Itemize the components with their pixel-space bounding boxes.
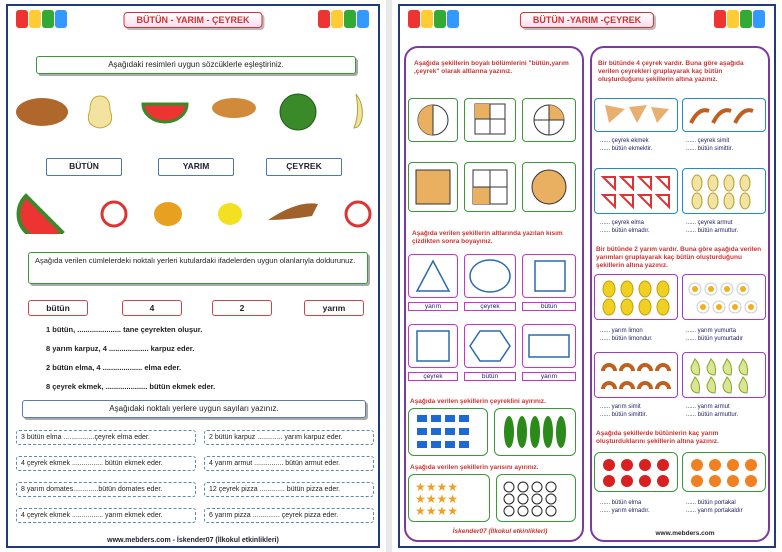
c3-answer-3: ...... bütün portakal [686,500,736,506]
word-ceyrek: ÇEYREK [266,158,342,176]
pear-quarters-tile [682,168,766,214]
half-circle-tile [408,98,458,142]
right-worksheet [398,4,776,548]
section-2-instruction: Aşağıda verilen şekillerin altlarında yazılan kısım çizdikten sonra boyayınız. [412,230,563,245]
square-tile [522,254,576,298]
bread-icon [16,98,68,126]
bread-quarters-tile [594,98,678,132]
choice-2: 2 [212,300,272,316]
section-6-instruction: Bir bütünde 2 yarım vardır. Buna göre aşağıda verilen yarımları gruplayarak kaç bütün oluşturduğunu şekillerin altına yazınız. [596,246,762,269]
c3-answer-4: ...... yarım portakaldır [686,508,743,514]
page-title: BÜTÜN - YARIM - ÇEYREK [123,12,262,28]
kids-clipart-icon [408,10,460,32]
mango-icon [154,202,182,226]
shape-label-3: bütün [522,302,576,311]
bread-slice-icon [268,203,318,220]
soccer-ball-icon [497,475,575,521]
kids-clipart-icon [714,10,766,32]
oval-tile [464,254,516,298]
apple-half-icon [102,202,126,226]
svg-text:★★★★: ★★★★ [415,492,459,506]
lemon-icon [218,203,242,225]
bread-half-icon [212,98,256,118]
section-1-instruction: Aşağıda şekillerin boyalı bölümlerini "bütün,yarım ,çeyrek" olarak altlarına yazınız. [414,60,569,75]
sentence-3: 2 bütün elma, 4 ................... elma eder. [46,363,182,372]
c1-answer-1: ...... çeyrek ekmek [600,138,649,144]
oranges-whole-tile [682,452,766,492]
word-yarim: YARIM [158,158,234,176]
fill-left-2: 4 çeyrek ekmek ................ bütün ekmek eder. [16,456,196,471]
shape-label-4: çeyrek [408,372,458,381]
pear-halves-tile [682,352,766,398]
page-title: BÜTÜN -YARIM -ÇEYREK [520,12,654,28]
c1-answer-6: ...... bütün elmadır. [600,228,650,234]
square-tile-2 [408,324,458,368]
fill-left-4: 4 çeyrek ekmek ................ yarım ekmek eder. [16,508,196,523]
task2-instruction: Aşağıda verilen cümlelerdeki noktalı yerleri kutulardaki ifadelerden uygun olanlarıyla doldurunuz. [28,252,368,284]
apples-whole-tile [594,452,678,492]
quarter-square-tile [464,98,516,142]
c1-answer-2: ...... bütün ekmektir. [600,146,653,152]
task1-instruction: Aşağıdaki resimleri uygun sözcüklerle eşleştiriniz. [36,56,356,74]
shape-label-5: bütün [464,372,516,381]
pear-slice-icon [354,94,362,128]
svg-text:★★★★: ★★★★ [415,504,459,518]
c2-answer-6: ...... bütün simittir. [600,412,648,418]
c2-answer-5: ...... yarım simit [600,404,641,410]
footer: www.mebders.com - İskender07 (İlkokul etkinlikleri) [107,537,279,544]
c1-answer-4: ...... bütün simittir. [686,146,734,152]
c2-answer-7: ...... yarım armut [686,404,730,410]
rectangle-tile [522,324,576,368]
blue-squares-tile [408,408,488,456]
sentence-2: 8 yarım karpuz, 4 ................... karpuz eder. [46,344,195,353]
shape-label-2: çeyrek [464,302,516,311]
kids-clipart-icon [318,10,370,32]
hexagon-tile [464,324,516,368]
shape-label-6: yarım [522,372,576,381]
choice-4: 4 [122,300,182,316]
fill-right-3: 12 çeyrek pizza ............. bütün pizza eder. [204,482,374,497]
section-4-instruction: Aşağıda verilen şekillerin yarısını ayırınız. [410,464,539,471]
fill-right-4: 6 yarım pizza .............. çeyrek pizza eder. [204,508,374,523]
word-butun: BÜTÜN [46,158,122,176]
footer: www.mebders.com [655,530,715,537]
c2-answer-1: ...... yarım limon [600,328,643,334]
fruit-row-bottom [8,190,382,234]
simit-quarters-tile [682,98,766,132]
c2-answer-3: ...... yarım yumurta [686,328,737,334]
fill-left-3: 8 yarım domates.............bütün domates eder. [16,482,196,497]
watermelon-slice-icon [143,104,187,122]
c1-answer-3: ...... çeyrek simit [686,138,730,144]
shape-label-1: yarım [408,302,458,311]
watermelon-half-icon [19,196,62,234]
task3-instruction: Aşağıdaki noktalı yerlere uygun sayıları yazınız. [22,400,366,418]
fill-right-1: 2 bütün karpuz ............. yarım karpuz eder. [204,430,374,445]
balls-tile [496,474,576,522]
c2-answer-4: ...... bütün yumurtadır [686,336,744,342]
kids-clipart-icon [16,10,68,32]
lemon-halves-tile [594,274,678,320]
page-gutter [386,0,392,552]
c3-answer-2: ...... yarım elmadır. [600,508,650,514]
section-3-instruction: Aşağıda verilen şekillerin çeyreklini ayırınız. [410,398,546,405]
quarter-circle-tile [522,98,576,142]
c1-answer-5: ...... çeyrek elma [600,220,645,226]
c3-answer-1: ...... bütün elma [600,500,642,506]
apple-quarters-tile [594,168,678,214]
fill-right-2: 4 yarım armut ............... bütün armut eder. [204,456,374,471]
blue-squares-icon [409,409,487,455]
full-square-tile [408,162,458,212]
egg-halves-tile [682,274,766,320]
left-worksheet [6,4,380,548]
star-icon [409,475,489,521]
cucumbers-tile [494,408,576,456]
c2-answer-8: ...... bütün armuttur. [686,412,739,418]
choice-yarim: yarım [304,300,364,316]
full-circle-tile [522,162,576,212]
sentence-4: 8 çeyrek ekmek, .................... bütün ekmek eder. [46,382,216,391]
simit-halves-tile [594,352,678,398]
credit: İskender07 (İlkokul etkinlikleri) [452,528,548,535]
apple-slice-icon [346,202,370,226]
cucumber-icon [495,409,575,455]
section-5-instruction: Bir bütünde 4 çeyrek vardır. Buna göre aşağıda verilen çeyrekleri gruplayarak kaç bütün oluşturduğunu şekillerin altına yazınız. [598,60,744,83]
watermelon-icon [280,94,316,130]
fruit-row-top [8,86,382,136]
c1-answer-7: ...... çeyrek armut [686,220,733,226]
quarter-square-tile-2 [464,162,516,212]
pear-half-icon [88,96,111,128]
triangle-tile [408,254,458,298]
c1-answer-8: ...... bütün armuttur. [686,228,739,234]
svg-text:★★★★: ★★★★ [415,480,459,494]
sentence-1: 1 bütün, ..................... tane çeyrekten oluşur. [46,325,203,334]
section-7-instruction: Aşağıda şekillerde bütünlerin kaç yarım oluşturduklarını şekillerin altına yazınız. [596,430,719,445]
choice-butun: bütün [28,300,88,316]
c2-answer-2: ...... bütün limondur. [600,336,653,342]
stars-tile [408,474,490,522]
fill-left-1: 3 bütün elma ................çeyrek elma eder. [16,430,196,445]
